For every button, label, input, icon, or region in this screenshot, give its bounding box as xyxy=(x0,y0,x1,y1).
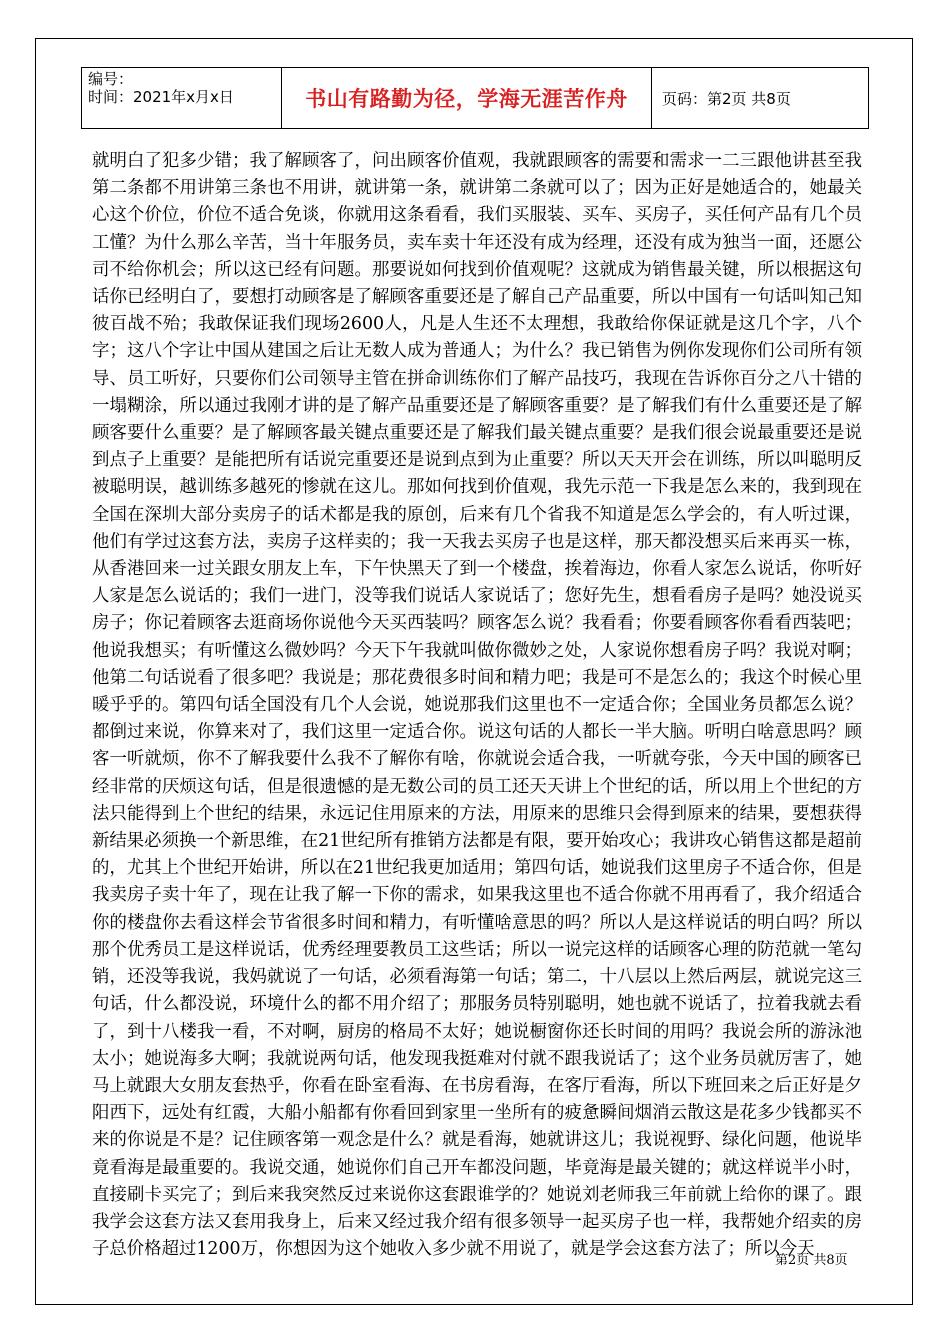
header-meta xyxy=(82,68,282,128)
header-motto: 书山有路勤为径，学海无涯苦作舟 xyxy=(282,68,652,128)
header-page-info: 页码：第2页 共8页 xyxy=(662,89,791,108)
body-paragraph: 就明白了犯多少错；我了解顾客了，问出顾客价值观，我就跟顾客的需要和需求一二三跟他讲甚至我第二条都不用讲第三条也不用讲，就讲第一条，就讲第二条就可以了；因为正好是她适合的，她最关心这个价位，价位不适合免谈，你就用这条看看，我们买服装、买车、买房子，买任何产品有几个员工懂？为什么那么辛苦，当十年服务员，卖车卖十年还没有成为经理，还没有成为独当一面，还愿公司不给你机会；所以这已经有问题。那要说如何找到价值观呢？这就成为销售最关键，所以根据这句话你已经明白了，要想打动顾客是了解顾客重要还是了解自己产品重要，所以中国有一句话叫知己知彼百战不殆；我敢保证我们现场2600人，凡是人生还不太理想，我敢给你保证就是这几个字，八个字；这八个字让中国从建国之后让无数人成为普通人；为什么？我已销售为例你发现你们公司所有领导、员工听好，只要你们公司领导主管在拼命训练你们了解产品技巧，我现在告诉你百分之八十错的一塌糊涂，所以通过我刚才讲的是了解产品重要还是了解顾客重要？是了解我们有什么重要还是了解顾客要什么重要？是了解顾客最关键点重要还是了解我们最关键点重要？是我们很会说最重要还是说到点子上重要？是能把所有话说完重要还是说到点到为止重要？所以天天开会在训练，所以叫聪明反被聪明误，越训练多越死的惨就在这儿。那如何找到价值观，我先示范一下我是怎么来的，我到现在全国在深圳大部分卖房子的话术都是我的原创，后来有几个省我不知道是怎么学会的，有人听过课，他们有学过这套方法，卖房子这样卖的；我一天我去买房子也是这样，那天都没想买后来再买一栋，从香港回来一过关跟女朋友上车，下午快黑天了到一个楼盘，挨着海边，你看人家怎么说话，你听好人家是怎么说话的；我们一进门，没等我们说话人家说话了；您好先生，想看看房子是吗？她没说买房子；你记着顾客去逛商场你说他今天买西装吗？顾客怎么说？我看看；你要看顾客你看看西装吧；他说我想买；有听懂这么微妙吗？今天下午我就叫做你微妙之处，人家说你想看房子吗？我说对啊；他第二句话说看了很多吧？我说是；那花费很多时间和精力吧；我是可不是怎么的；我这个时候心里暖乎乎的。第四句话全国没有几个人会说，她说那我们这里也不一定适合你；全国业务员都怎么说？都倒过来说，你算来对了，我们这里一定适合你。说这句话的人都长一半大脑。听明白啥意思吗？顾客一听就烦，你不了解我要什么我不了解你有啥，你就说会适合我，一听就夸张，今天中国的顾客已经非常的厌烦这句话，但是很遗憾的是无数公司的员工还天天讲上个世纪的话，所以用上个世纪的方法只能得到上个世纪的结果，永远记住用原来的方法，用原来的思维只会得到原来的结果，要想获得新结果必须换一个新思维，在21世纪所有推销方法都是有限，要开始攻心；我讲攻心销售这都是超前的，尤其上个世纪开始讲，所以在21世纪我更加适用；第四句话，她说我们这里房子不适合你，但是我卖房子卖十年了，现在让我了解一下你的需求，如果我这里也不适合你就不用再看了，我介绍适合你的楼盘你去看这样会节省很多时间和精力，有听懂啥意思的吗？所以人是这样说话的明白吗？所以那个优秀员工是这样说话，优秀经理要教员工这些话；所以一说完这样的话顾客心理的防范就一笔勾销，还没等我说，我妈就说了一句话，必须看海第一句话；第二，十八层以上然后两层，就说完这三句话，什么都没说，环境什么的都不用介绍了；那服务员特别聪明，她也就不说话了，拉着我就去看了，到十八楼我一看，不对啊，厨房的格局不太好；她说橱窗你还长时间的用吗？我说会所的游泳池太小；她说海多大啊；我就说两句话，他发现我挺难对付就不跟我说话了；这个业务员就厉害了，她马上就跟大女朋友套热乎，你看在卧室看海、在书房看海，在客厅看海，所以下班回来之后正好是夕阳西下，远处有红霞，大船小船都有你看回到家里一坐所有的疲惫瞬间烟消云散这是花多少钱都买不来的你说是不是？记住顾客第一观念是什么？就是看海，她就讲这儿；我说视野、绿化问题，他说毕竟看海是最重要的。我说交通，她说你们自己开车都没问题，毕竟海是最关键的；就这样说半小时，直接刷卡买完了；到后来我突然反过来说你这套跟谁学的？她说刘老师我三年前就上给你的课了。跟我学会这套方法又套用我身上，后来又经过我介绍有很多领导一起买房子也一样，我帮她介绍卖的房子总价格超过1200万，你想因为这个她收入多少就不用说了，就是学会这套方法了；所以今天 xyxy=(92,151,862,1260)
number-label: 编号： xyxy=(88,70,134,88)
time-label: 时间：2021年x月x日 xyxy=(88,88,234,106)
document-header xyxy=(81,67,869,129)
footer-page-number: 第2页 共8页 xyxy=(775,1253,848,1268)
